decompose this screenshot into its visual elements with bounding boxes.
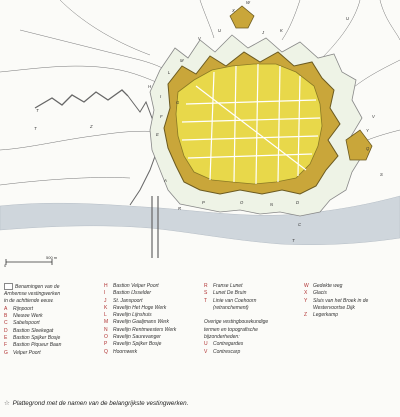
legend-item: F Bastion Piqueur Baan: [4, 342, 62, 349]
legend-section-heading-1: Overige vestingbouwkundige: [204, 319, 269, 326]
svg-text:X: X: [232, 8, 235, 13]
figure-caption: [4, 400, 396, 407]
legend-item: R Franse Lunet: [204, 283, 243, 289]
svg-text:C: C: [298, 222, 302, 227]
legend-item: G Velper Poort: [4, 349, 41, 356]
legend-item: N Ravelijn Rentmeesters Werk: [104, 326, 177, 333]
svg-text:M: M: [180, 58, 184, 63]
svg-text:T: T: [292, 238, 295, 243]
legend-section-heading-2: termen en topografische: [204, 326, 258, 333]
svg-text:T: T: [36, 108, 39, 113]
svg-text:K: K: [280, 28, 283, 33]
legend-item: M Ravelijn Gaaljmans Werk: [104, 319, 170, 326]
legend-intro-2: Arnhemse vestingwerken: [4, 291, 61, 298]
legend-item: X Glacis: [304, 290, 327, 297]
svg-text:D: D: [296, 200, 300, 205]
legend-item: E Bastion Spijker Bosje: [4, 334, 61, 341]
legend-item: A Rijnpoort: [4, 305, 34, 312]
svg-text:J: J: [262, 30, 265, 35]
legend-item: T Linie van Coehoorn: [204, 297, 257, 304]
legend-item: L Ravelijn Lijnshuis: [104, 312, 152, 319]
svg-text:L: L: [168, 70, 171, 75]
legend-item: Q Hoornwerk: [104, 348, 138, 355]
legend-column-2: [104, 283, 196, 356]
legend-item: (retranchement): [213, 304, 249, 311]
legend-item: P Ravelijn Spijker Bosje: [104, 341, 162, 348]
svg-text:N: N: [270, 202, 274, 207]
scale-bar: [4, 255, 64, 267]
legend-intro-3: in de achttiende eeuw.: [4, 298, 54, 305]
svg-text:Y: Y: [366, 128, 369, 133]
legend-item: B Nieuwe Werk: [4, 313, 43, 320]
legend-column-1: [4, 283, 99, 357]
svg-text:O: O: [240, 200, 244, 205]
legend-item: S Lunet De Bruin: [204, 290, 247, 297]
svg-text:Q: Q: [366, 146, 370, 151]
legend-section-heading-3: bijzonderheden:: [204, 334, 240, 341]
svg-text:V: V: [198, 36, 201, 41]
svg-text:R: R: [178, 206, 182, 211]
legend-item: J St. Janspoort: [104, 297, 143, 304]
legend-item: H Bastion Velper Poort: [104, 283, 159, 289]
svg-text:P: P: [202, 200, 205, 205]
svg-text:W: W: [246, 0, 250, 5]
legend-item: I Bastion IJsselder: [104, 290, 152, 297]
legend-item: Y Sluis van het Broek in de: [304, 297, 369, 304]
svg-text:S: S: [380, 172, 383, 177]
legend-column-3: [204, 283, 296, 356]
svg-text:U: U: [346, 16, 350, 21]
legend-item: C Sabelspoort: [4, 320, 40, 327]
svg-text:E: E: [156, 132, 159, 137]
svg-text:A: A: [164, 178, 167, 183]
svg-text:I: I: [160, 94, 162, 99]
legend-item: W Gedekte weg: [304, 283, 343, 289]
legend-item: D Bastion Sleekegat: [4, 327, 54, 334]
legend-item: O Ravelijn Saurevanger: [104, 334, 161, 341]
caption-text: Plattegrond met de namen van de belangrijkste vestingwerken.: [12, 400, 189, 407]
svg-text:Z: Z: [90, 124, 93, 129]
legend-swatch-icon: [4, 283, 13, 290]
legend-column-4: [304, 283, 399, 319]
linie-van-coehoorn: [35, 90, 128, 108]
svg-text:T: T: [34, 126, 37, 131]
legend-item: Z Legerkamp: [304, 312, 339, 319]
svg-text:H: H: [148, 84, 152, 89]
svg-text:V: V: [372, 114, 375, 119]
scale-label: 500 m: [46, 255, 58, 260]
legend-item: Westervoortse Dijk: [313, 304, 355, 311]
legend-item: V Contrescarp: [204, 348, 241, 355]
scale-zero: 0: [4, 263, 7, 268]
svg-text:F: F: [160, 114, 163, 119]
svg-text:U: U: [218, 28, 222, 33]
star-outline-icon: ☆: [4, 400, 10, 407]
legend-item: K Ravelijn Het Hoge Werk: [104, 304, 167, 311]
legend-item: U Contregardes: [204, 341, 244, 348]
legend-intro-1: Benamingen van de: [4, 283, 99, 291]
svg-text:G: G: [176, 100, 180, 105]
